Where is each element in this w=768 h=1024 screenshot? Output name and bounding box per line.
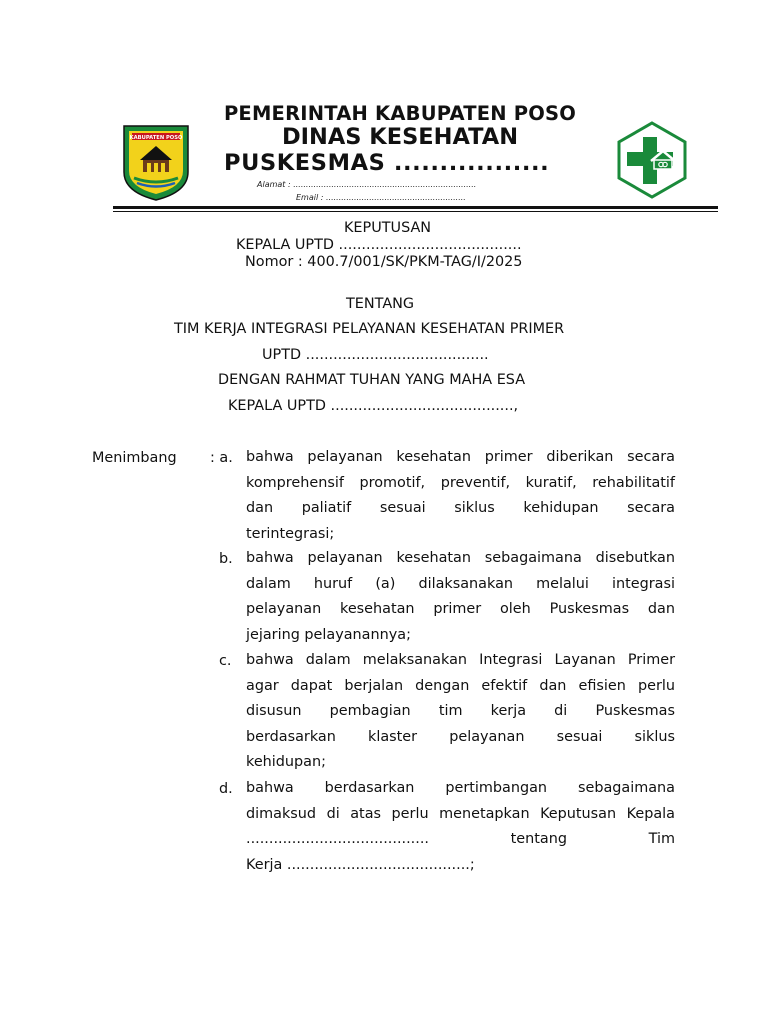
item-line: ........................................ tentang Tim bbox=[246, 831, 675, 848]
item-line: komprehensif promotif, preventif, kuratif, rehabilitatif bbox=[246, 474, 675, 491]
item-marker-c: c. bbox=[219, 653, 232, 669]
letterhead-government: PEMERINTAH KABUPATEN POSO bbox=[223, 102, 577, 125]
letterhead-divider-thick bbox=[113, 206, 718, 209]
item-line: jejaring pelayanannya; bbox=[246, 626, 411, 643]
item-line: dan paliatif sesuai siklus kehidupan secara bbox=[246, 500, 675, 517]
item-line: bahwa berdasarkan pertimbangan sebagaimana bbox=[246, 780, 675, 796]
item-line: dalam huruf (a) dilaksanakan melalui integrasi bbox=[246, 575, 675, 592]
menimbang-item-c bbox=[246, 648, 675, 776]
emblem-label: KABUPATEN POSO bbox=[129, 135, 183, 141]
decision-uptd: UPTD ........................................ bbox=[262, 347, 489, 363]
letterhead-divider-thin bbox=[113, 211, 718, 212]
item-line: terintegrasi; bbox=[246, 525, 335, 542]
decision-title: KEPUTUSAN bbox=[344, 220, 432, 236]
item-line: kehidupan; bbox=[246, 754, 326, 771]
decision-about-label: TENTANG bbox=[346, 296, 415, 312]
item-line: disusun pembagian tim kerja di Puskesmas bbox=[246, 703, 675, 720]
item-line: Kerja ........................................; bbox=[246, 856, 475, 873]
menimbang-item-b bbox=[246, 546, 675, 648]
item-line: bahwa dalam melaksanakan Integrasi Layanan Primer bbox=[246, 652, 675, 668]
decision-subject: TIM KERJA INTEGRASI PELAYANAN KESEHATAN PRIMER bbox=[174, 321, 565, 337]
item-line: pelayanan kesehatan primer oleh Puskesmas dan bbox=[246, 601, 675, 618]
letterhead-address: Alamat : ........................................................................ bbox=[257, 180, 477, 189]
item-marker-d: d. bbox=[219, 781, 233, 797]
menimbang-label: Menimbang bbox=[92, 450, 177, 466]
letterhead-email: Email : ....................................................... bbox=[296, 193, 466, 202]
item-line: berdasarkan klaster pelayanan sesuai siklus bbox=[246, 728, 675, 745]
item-line: bahwa pelayanan kesehatan sebagaimana disebutkan bbox=[246, 550, 675, 566]
item-line: agar dapat berjalan dengan efektif dan efisien perlu bbox=[246, 677, 675, 694]
menimbang-item-a bbox=[246, 445, 675, 547]
decision-issuer: KEPALA UPTD ........................................ bbox=[236, 237, 522, 253]
item-line: dimaksud di atas perlu menetapkan Keputusan Kepala bbox=[246, 805, 675, 822]
menimbang-item-d bbox=[246, 776, 675, 878]
letterhead-department: DINAS KESEHATAN bbox=[281, 124, 519, 150]
item-line: bahwa pelayanan kesehatan primer diberikan secara bbox=[246, 449, 675, 465]
letterhead-puskesmas: PUSKESMAS ................. bbox=[224, 150, 550, 176]
decision-number: Nomor : 400.7/001/SK/PKM-TAG/I/2025 bbox=[245, 254, 523, 270]
item-marker-b: b. bbox=[219, 551, 233, 567]
decision-invocation: DENGAN RAHMAT TUHAN YANG MAHA ESA bbox=[218, 372, 526, 388]
decision-issuer-repeat: KEPALA UPTD ........................................, bbox=[228, 398, 519, 414]
item-marker-a: : a. bbox=[210, 450, 233, 466]
kabupaten-poso-emblem-icon bbox=[120, 120, 192, 202]
puskesmas-cross-logo-icon bbox=[613, 121, 691, 199]
